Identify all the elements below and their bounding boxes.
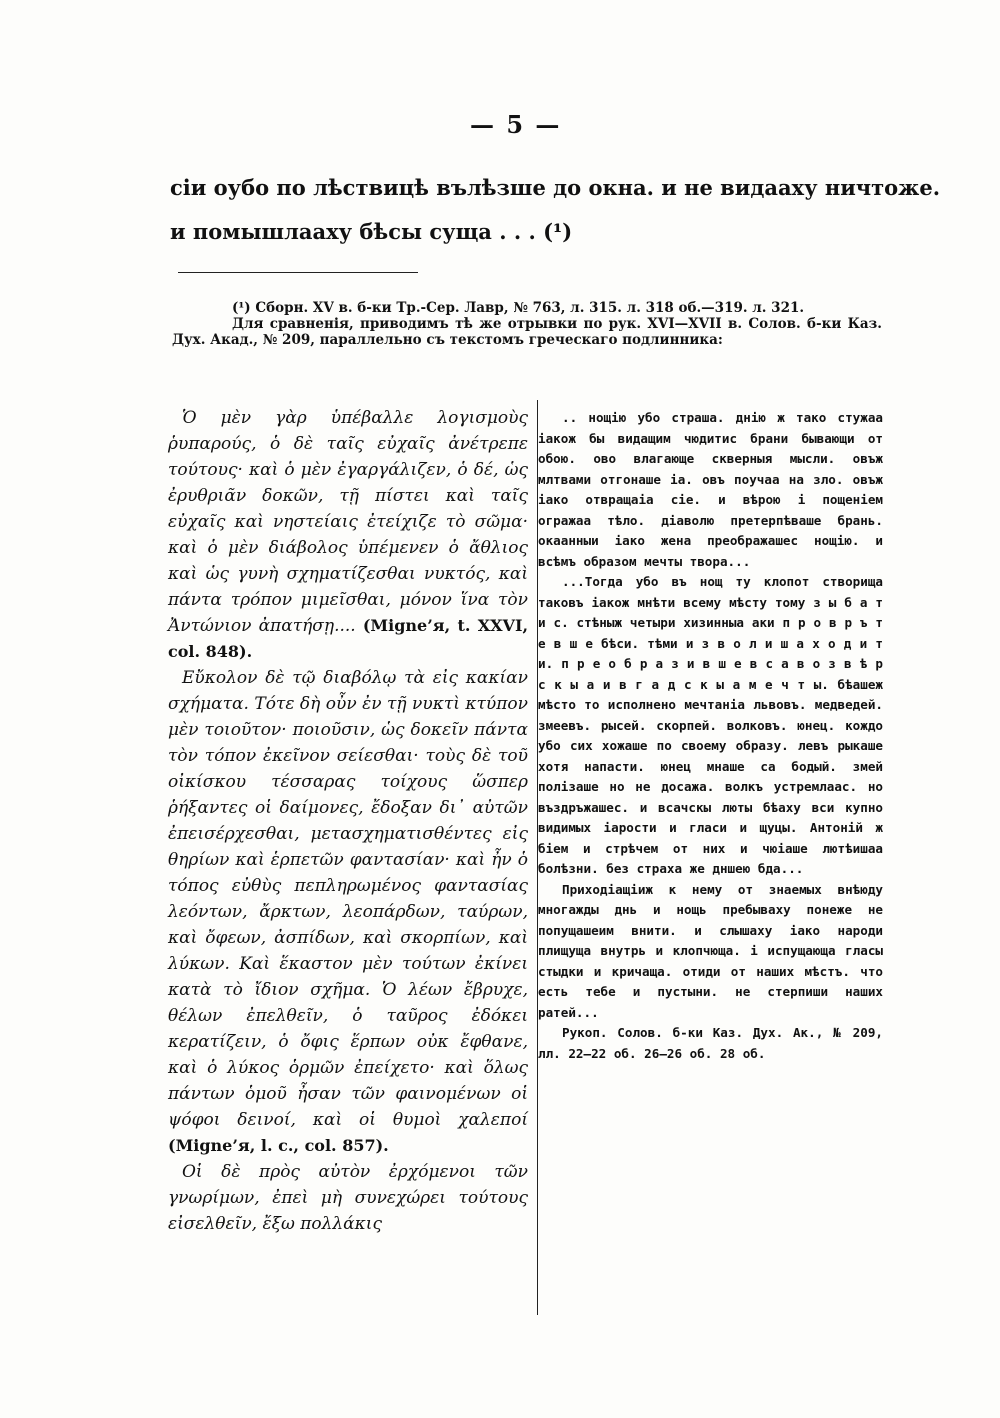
greek-column — [168, 405, 528, 1237]
greek-paragraph-2 — [168, 665, 528, 1159]
greek-paragraph-3: Οἱ δὲ πρὸς αὐτὸν ἐρχόμενοι τῶν γνωρίμων, ἐπεὶ μὴ συνεχώρει τούτους εἰσελθεῖν, ἔξω πολλάκις — [168, 1162, 528, 1234]
slavonic-paragraph-1: .. нощію убо страша. днію ж тако стужаа іакож бы видащим чюдитис брани бывающи от обою. ово влагающе скверныя мысли. овъж млтвами отгонаше іа. овъ поучаа на зло. овъж іако отвращаіа сіе. и вѣрою і пощеніем огражаа тѣло. діаволю претерпѣваше брань. окаанныи іако жена преображашес нощію. и всѣмъ образом мечты твора... — [538, 410, 883, 569]
intro-line-2: и помышлааху бѣсы суща . . . (¹) — [170, 219, 573, 244]
intro-line-1: сіи оубо по лѣствицѣ вълѣзше до окна. и не видааху ничтоже. — [170, 175, 941, 200]
greek-text-1: Ὁ μὲν γὰρ ὑπέβαλλε λογισμοὺς ῥυπαρούς, ὁ δὲ ταῖς εὐχαῖς ἀνέτρεπε τούτους· καὶ ὁ μὲν ἐγαργάλιζεν, ὁ δέ, ὡς ἐρυθριᾶν δοκῶν, τῇ πίστει καὶ ταῖς εὐχαῖς καὶ νηστείαις ἐτείχιζε τὸ σῶμα· καὶ ὁ μὲν διάβολος ὑπέμενεν ὁ ἄθλιος καὶ ὡς γυνὴ σχηματίζεσθαι νυκτός, καὶ πάντα τρόπον μιμεῖσθαι, μόνον ἵνα τὸν Ἀντώνιον ἀπατήσῃ.... — [168, 408, 528, 636]
footnote — [172, 300, 882, 348]
greek-reference-2: (Migne’я, l. c., col. 857). — [168, 1136, 389, 1155]
intro-text — [170, 166, 941, 254]
slavonic-paragraph-2: ...Тогда убо въ нощ ту клопот створища таковъ іакож мнѣти всему мѣсту тому з ы б а т и с. стѣныж четыри хизинныа аки п р о в р ъ т е в ш е бѣси. тѣми и з в о л и ш а х о д и т и. п р е о б р а з и в ш е в с а в о з в ѣ р с к ы а и в г а д с к ы а м е ч т ы. бѣашеж мѣсто то исполнено мечтаніа львовъ. медведей. змеевъ. рысей. скорпей. волковъ. юнец. кождо убо сих хожаше по своему образу. левъ рыкаше хотя напасти. юнец мнаше са бодый. змей полізаше но не досажа. волкъ устремлаас. но въздръжашес. и всачскы люты бѣаху вси купно видимых іарости и гласи и щуцы. Антоній ж біем и стрѣчем от них и чюіаше лютѣишаа болѣзни. без страха же дншею бда... — [538, 574, 883, 876]
footnote-source: (¹) Сборн. XV в. б-ки Тр.-Сер. Лавр, № 763, л. 315. л. 318 об.—319. л. 321. — [232, 300, 805, 316]
slavonic-reference: Рукоп. Солов. б-ки Каз. Дух. Ак., № 209, лл. 22—22 об. 26—26 об. 28 об. — [538, 1025, 883, 1061]
greek-paragraph-1 — [168, 405, 528, 665]
footnote-rule — [178, 272, 418, 273]
footnote-comparison: Для сравненія, приводимъ тѣ же отрывки по рук. XVI—XVII в. Солов. б-ки Каз. Дух. Акад., № 209, параллельно съ текстомъ греческаго подлинника: — [172, 316, 882, 348]
greek-reference-1: (Migne’я, t. XXVI, col. 848). — [168, 616, 529, 661]
page-number: — 5 — — [470, 110, 562, 139]
greek-text-2: Εὔκολον δὲ τῷ διαβόλῳ τὰ εἰς κακίαν σχήματα. Τότε δὴ οὖν ἐν τῇ νυκτὶ κτύπον μὲν τοιοῦτον· ποιοῦσιν, ὡς δοκεῖν πάντα τὸν τόπον ἐκεῖνον σείεσθαι· τοὺς δὲ τοῦ οἰκίσκου τέσσαρας τοίχους ὥσπερ ῥήξαντες οἱ δαίμονες, ἔδοξαν δι᾽ αὐτῶν ἐπεισέρχεσθαι, μετασχηματισθέντες εἰς θηρίων καὶ ἑρπετῶν φαντασίαν· καὶ ἦν ὁ τόπος εὐθὺς πεπληρωμένος φαντασίας λεόντων, ἄρκτων, λεοπάρδων, ταύρων, καὶ ὄφεων, ἀσπίδων, καὶ σκορπίων, καὶ λύκων. Καὶ ἕκαστον μὲν τούτων ἐκίνει κατὰ τὸ ἴδιον σχῆμα. Ὁ λέων ἔβρυχε, θέλων ἐπελθεῖν, ὁ ταῦρος ἐδόκει κερατίζειν, ὁ ὄφις ἕρπων οὐκ ἔφθανε, καὶ ὁ λύκος ὁρμῶν ἐπείχετο· καὶ ὅλως πάντων ὁμοῦ ἦσαν τῶν φαινομένων οἱ ψόφοι δεινοί, καὶ οἱ θυμοὶ χαλεποί — [168, 668, 528, 1130]
slavonic-paragraph-3: Приходіащіиж к нему от знаемых внѣюду многажды днь и нощь пребываху понеже не попущашеим внити. и слышаху іако народи плищуща внутрь и клопчюща. і испущающа гласы стыдки и кричаща. отиди от наших мѣстъ. что есть тебе и пустыни. не стерпиши наших ратей... — [538, 881, 883, 1020]
slavonic-column — [538, 408, 883, 1064]
